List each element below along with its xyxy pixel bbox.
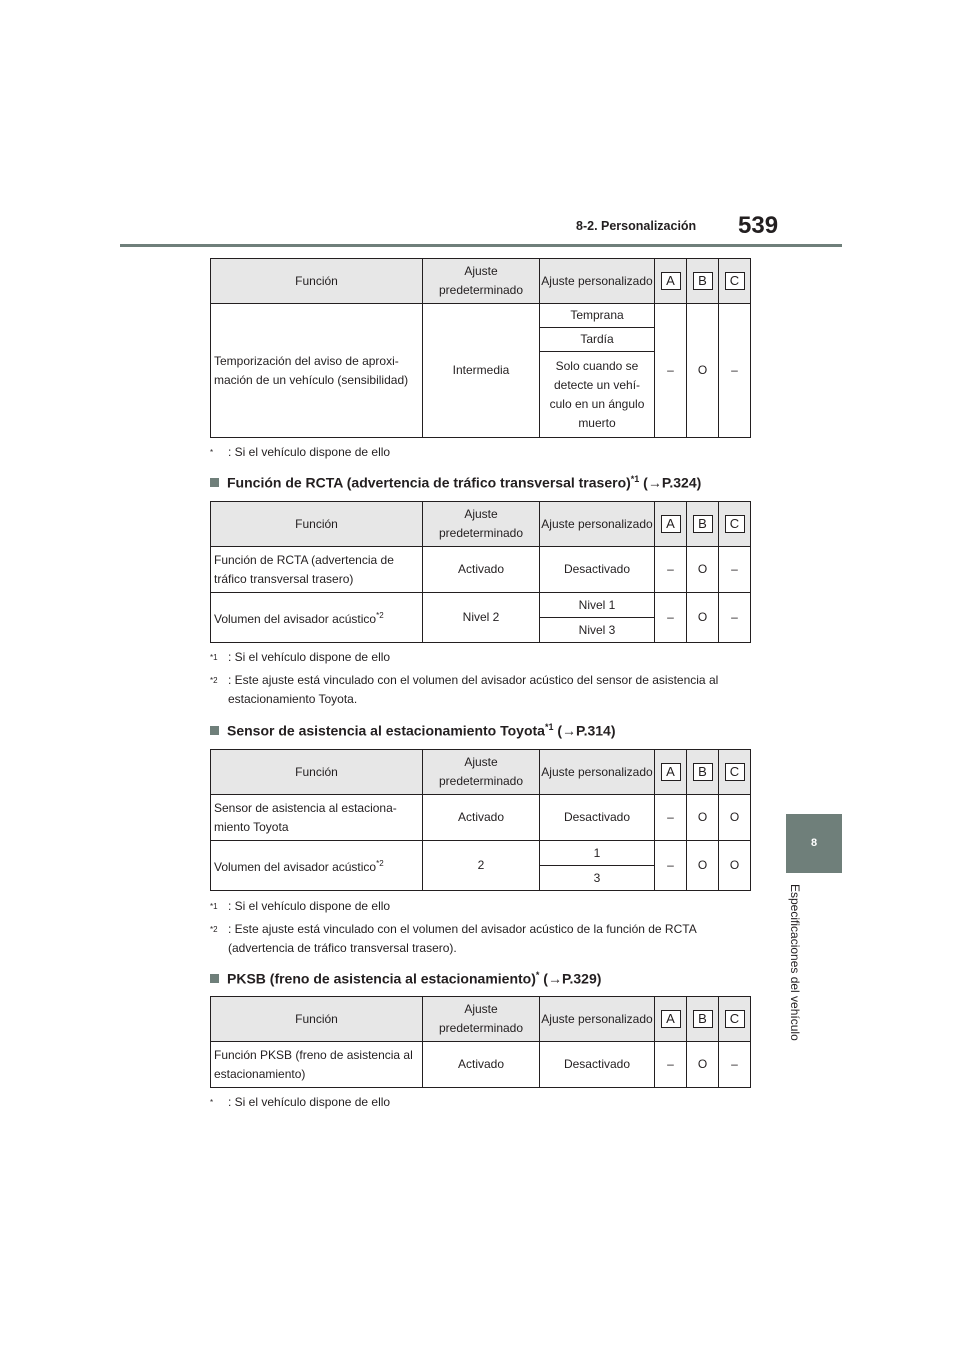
col-c: C (719, 997, 751, 1042)
b-cell: O (687, 841, 719, 891)
b-cell: O (687, 304, 719, 438)
col-ajuste-predeterminado: Ajuste predeterminado (423, 750, 540, 795)
c-cell: O (719, 795, 751, 841)
col-c: C (719, 259, 751, 304)
footnote: $^{*1}$ : Si el vehículo dispone de ello (210, 650, 391, 664)
col-c: C (719, 750, 751, 795)
col-funcion: Función (211, 259, 423, 304)
section-heading-sensor: Sensor de asistencia al estacionamiento Toyota$^{*1}$ (→P.314) (210, 722, 615, 739)
custom-cell: Desactivado (540, 547, 655, 593)
b-cell: O (687, 1042, 719, 1088)
a-cell: – (655, 547, 687, 593)
col-funcion: Función (211, 997, 423, 1042)
footnote: $^{*2}$ : Este ajuste está vinculado con el volumen del avisador acústico del sensor de asistencia al (210, 673, 719, 687)
option-cell: 1 (540, 841, 655, 866)
col-a: A (655, 750, 687, 795)
col-ajuste-personalizado: Ajuste personalizado (540, 997, 655, 1042)
default-cell: 2 (423, 841, 540, 891)
col-b: B (687, 502, 719, 547)
a-cell: – (655, 1042, 687, 1088)
option-cell: Solo cuando se detecte un vehí-culo en un ángulo muerto (540, 352, 655, 438)
col-c: C (719, 502, 751, 547)
page-number: 539 (738, 212, 779, 239)
option-cell: Nivel 1 (540, 593, 655, 618)
c-cell: – (719, 593, 751, 643)
table-pksb (210, 996, 751, 1088)
col-ajuste-predeterminado: Ajuste predeterminado (423, 502, 540, 547)
col-ajuste-personalizado: Ajuste personalizado (540, 750, 655, 795)
table-vehicle-approach (210, 258, 751, 438)
col-a: A (655, 997, 687, 1042)
col-a: A (655, 502, 687, 547)
b-cell: O (687, 547, 719, 593)
function-cell: Función PKSB (freno de asistencia al estacionamiento) (211, 1042, 423, 1088)
footnote: $^{*2}$ : Este ajuste está vinculado con el volumen del avisador acústico de la función de RCTA (210, 922, 697, 936)
b-cell: O (687, 593, 719, 643)
col-b: B (687, 997, 719, 1042)
custom-cell: Desactivado (540, 1042, 655, 1088)
function-cell: Temporización del aviso de aproxi-mación de un vehículo (sensibilidad) (211, 304, 423, 438)
footnote: * : Si el vehículo dispone de ello (210, 1095, 391, 1109)
col-a: A (655, 259, 687, 304)
col-ajuste-personalizado: Ajuste personalizado (540, 502, 655, 547)
a-cell: – (655, 593, 687, 643)
header-rule (120, 244, 842, 247)
col-funcion: Función (211, 502, 423, 547)
a-cell: – (655, 304, 687, 438)
option-cell: Temprana (540, 304, 655, 328)
default-cell: Activado (423, 795, 540, 841)
section-title: 8-2. Personalización (576, 219, 697, 233)
function-cell: Volumen del avisador acústico$^{*2}$ (211, 593, 423, 643)
function-cell: Sensor de asistencia al estaciona-miento Toyota (211, 795, 423, 841)
chapter-tab: 8 (786, 814, 842, 873)
a-cell: – (655, 841, 687, 891)
default-cell: Activado (423, 1042, 540, 1088)
table-rcta (210, 501, 751, 643)
c-cell: – (719, 547, 751, 593)
option-cell: Nivel 3 (540, 618, 655, 643)
section-heading-rcta: Función de RCTA (advertencia de tráfico transversal trasero)$^{*1}$ (→P.324) (210, 474, 701, 491)
option-cell: Tardía (540, 328, 655, 352)
default-cell: Intermedia (423, 304, 540, 438)
col-ajuste-predeterminado: Ajuste predeterminado (423, 997, 540, 1042)
chapter-title: Especificaciones del vehículo (788, 884, 802, 1041)
c-cell: – (719, 1042, 751, 1088)
c-cell: – (719, 304, 751, 438)
section-heading-pksb: PKSB (freno de asistencia al estacionamiento)* (→P.329) (210, 970, 601, 987)
default-cell: Nivel 2 (423, 593, 540, 643)
option-cell: 3 (540, 866, 655, 891)
function-cell: Función de RCTA (advertencia de tráfico transversal trasero) (211, 547, 423, 593)
a-cell: – (655, 795, 687, 841)
footnote: * : Si el vehículo dispone de ello (210, 445, 391, 459)
col-funcion: Función (211, 750, 423, 795)
col-ajuste-predeterminado: Ajuste predeterminado (423, 259, 540, 304)
footnote: $^{*1}$ : Si el vehículo dispone de ello (210, 899, 391, 913)
table-sensor (210, 749, 751, 891)
default-cell: Activado (423, 547, 540, 593)
custom-cell: Desactivado (540, 795, 655, 841)
col-ajuste-personalizado: Ajuste personalizado (540, 259, 655, 304)
col-b: B (687, 750, 719, 795)
b-cell: O (687, 795, 719, 841)
function-cell: Volumen del avisador acústico$^{*2}$ (211, 841, 423, 891)
c-cell: O (719, 841, 751, 891)
col-b: B (687, 259, 719, 304)
